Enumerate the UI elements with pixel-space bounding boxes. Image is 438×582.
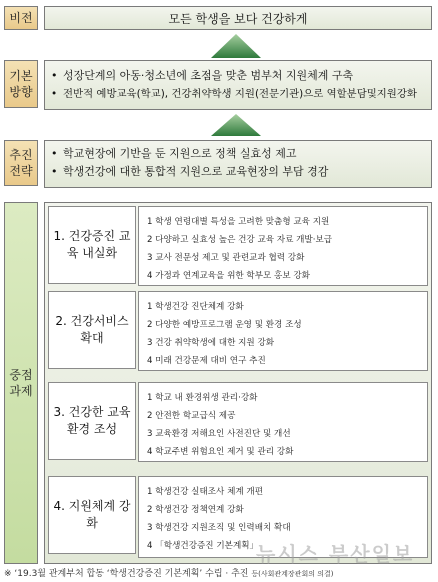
vision-label-text: 비전 [9,11,33,25]
task-item: 4 미래 건강문제 대비 연구 추진 [147,356,266,366]
task-items [138,291,428,371]
task-title: 1. 건강증진 교 육 내실화 [48,206,136,284]
tasks-label [4,202,38,564]
task-item: 4 「학생건강증진 기본계획」 [147,541,259,551]
strategy-box [44,140,432,188]
vision-text: 모든 학생을 보다 건강하게 [168,11,308,26]
task-title: 3. 건강한 교육 환경 조성 [48,382,136,460]
task-item: 1 학생건강 실태조사 체계 개편 [147,487,264,497]
basic-direction-box [44,60,432,110]
strategy-label-line1: 추진 [9,148,33,162]
task-item: 2 다양한 예방프로그램 운영 및 환경 조성 [147,320,302,330]
basic-direction-label-line2: 방향 [9,85,33,99]
task-item: 3 교사 전문성 제고 및 관련교과 협력 강화 [147,253,305,263]
basic-direction-item: • 성장단계의 아동·청소년에 초점을 맞춘 범부처 지원체계 구축 [51,69,354,82]
task-item: 4 학교주변 위험요인 제거 및 관리 강화 [147,447,294,457]
footnote: ※ ‘19.3월 관계부처 합동 ‘학생건강증진 기본계획’ 수립 · 추진 등(사회관계장관회의 의결) [4,569,334,579]
task-item: 2 학생건강 정책연계 강화 [147,505,244,515]
watermark: 뉴시스 부산일보 [256,542,415,566]
tasks-label-line2: 과제 [9,384,33,398]
up-arrow-icon [210,113,262,137]
tasks-label-line1: 중점 [9,368,33,382]
task-item: 4 가정과 연계교육을 위한 학부모 홍보 강화 [147,271,310,281]
vision-label [4,6,38,30]
task-item: 2 다양하고 실효성 높은 건강 교육 자료 개발·보급 [147,235,333,245]
task-items [138,382,428,462]
basic-direction-label-line1: 기본 [9,69,33,83]
task-item: 3 학생건강 지원조직 및 인력배치 확대 [147,523,291,533]
task-item: 3 교육환경 저해요인 사전진단 및 개선 [147,429,291,439]
basic-direction-label [4,60,38,108]
task-item: 1 학생 연령대별 특성을 고려한 맞춤형 교육 지원 [147,217,330,227]
task-item: 1 학교 내 환경위생 관리·강화 [147,393,258,403]
task-title: 4. 지원체계 강화 [48,476,136,554]
strategy-label [4,140,38,186]
strategy-item: • 학교현장에 기반을 둔 지원으로 정책 실효성 제고 [51,147,297,160]
task-item: 1 학생건강 진단체계 강화 [147,302,244,312]
vision-box [44,6,432,30]
basic-direction-item: • 전반적 예방교육(학교), 건강취약학생 지원(전문기관)으로 역할분담및지원강화 [51,88,417,100]
task-item: 3 건강 취약학생에 대한 지원 강화 [147,338,275,348]
up-arrow-icon [210,33,262,59]
strategy-item: • 학생건강에 대한 통합적 지원으로 교육현장의 부담 경감 [51,165,329,178]
task-items [138,206,428,286]
task-item: 2 안전한 학교급식 제공 [147,411,236,421]
task-title: 2. 건강서비스 확대 [48,291,136,369]
strategy-label-line2: 전략 [9,164,33,178]
footnote-small: 등(사회관계장관회의 의결) [251,570,334,578]
